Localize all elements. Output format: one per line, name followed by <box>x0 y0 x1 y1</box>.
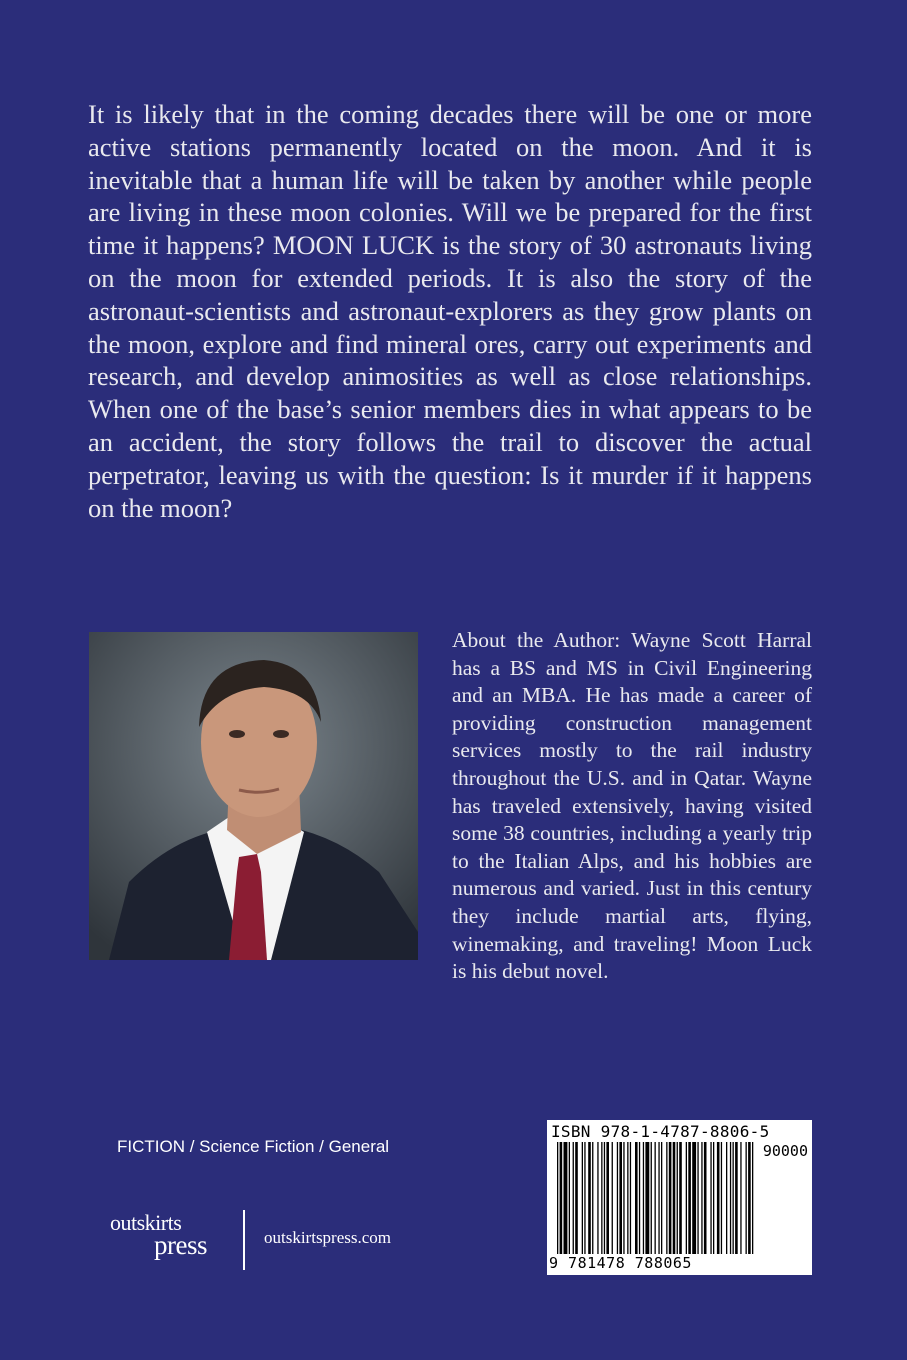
barcode-bar <box>617 1142 618 1254</box>
barcode-bar <box>588 1142 591 1254</box>
barcode-bar <box>623 1142 624 1254</box>
barcode-bar <box>639 1142 640 1254</box>
barcode-bar <box>697 1142 698 1254</box>
barcode-bar <box>735 1142 738 1254</box>
barcode-bar <box>557 1142 558 1254</box>
barcode-bar <box>560 1142 563 1254</box>
barcode-bar <box>612 1142 613 1254</box>
author-photo <box>89 632 418 960</box>
barcode-bar <box>569 1142 570 1254</box>
barcode-bar <box>592 1142 593 1254</box>
price-code: 90000 <box>762 1142 808 1160</box>
publisher-logo-top: outskirts <box>110 1210 182 1235</box>
barcode-bar <box>584 1142 585 1254</box>
barcode-bar <box>606 1142 609 1254</box>
barcode-bar <box>645 1142 649 1254</box>
barcode-bar <box>740 1142 741 1254</box>
barcode-bar <box>748 1142 751 1254</box>
barcode-bar <box>666 1142 667 1254</box>
barcode-bar <box>564 1142 568 1254</box>
publisher-website[interactable]: outskirtspress.com <box>264 1228 392 1247</box>
barcode-bar <box>673 1142 676 1254</box>
barcode-bar <box>726 1142 727 1254</box>
logo-divider <box>243 1210 245 1270</box>
barcode-bar <box>630 1142 631 1254</box>
barcode-bar <box>669 1142 672 1254</box>
barcode-bar <box>733 1142 734 1254</box>
barcode-bar <box>688 1142 691 1254</box>
barcode-bar <box>582 1142 583 1254</box>
barcode-bar <box>661 1142 662 1254</box>
barcode-bar <box>635 1142 638 1254</box>
barcode-bar <box>651 1142 652 1254</box>
barcode-bar <box>710 1142 711 1254</box>
barcode-bar <box>717 1142 720 1254</box>
barcode-bar <box>713 1142 714 1254</box>
about-the-author: About the Author: Wayne Scott Harral has a BS and MS in Civil Engineering and an MBA. He has made a career of providing construction management services mostly to the rail industry throughout the U.S. and in Qatar. Wayne has traveled extensively, having visited some 38 countries, including a yearly trip to the Italian Alps, and his hobbies are numerous and varied. Just in this century they include martial arts, flying, winemaking, and traveling! Moon Luck is his debut novel. <box>452 628 812 984</box>
barcode-bar <box>746 1142 747 1254</box>
barcode-bar <box>686 1142 687 1254</box>
barcode-bars <box>557 1142 757 1254</box>
barcode-bar <box>627 1142 628 1254</box>
barcode-bar <box>721 1142 722 1254</box>
barcode-bar <box>655 1142 656 1254</box>
barcode-bar <box>604 1142 605 1254</box>
barcode-bar <box>573 1142 574 1254</box>
barcode-bar <box>601 1142 602 1254</box>
isbn-label: ISBN 978-1-4787-8806-5 <box>551 1122 770 1141</box>
barcode-bar <box>619 1142 622 1254</box>
barcode-bar <box>658 1142 659 1254</box>
barcode-bar <box>597 1142 598 1254</box>
barcode-bar <box>643 1142 644 1254</box>
publisher-logo <box>110 1210 207 1260</box>
barcode-bar <box>701 1142 702 1254</box>
barcode-bar <box>704 1142 707 1254</box>
barcode-bar <box>730 1142 731 1254</box>
ean-digits: 9 781478 788065 <box>549 1254 692 1272</box>
barcode-bar <box>677 1142 678 1254</box>
barcode-bar <box>752 1142 753 1254</box>
barcode-bar <box>575 1142 578 1254</box>
bisac-category: FICTION / Science Fiction / General <box>117 1137 390 1156</box>
back-cover-blurb: It is likely that in the coming decades there will be one or more active stations permanently located on the moon. And it is inevitable that a human life will be taken by another while people are living in these moon colonies. Will we be prepared for the first time it happens? MOON LUCK is the story of 30 astronauts living on the moon for extended periods. It is also the story of the astronaut-scientists and astronaut-explorers as they grow plants on the moon, explore and find mineral ores, carry out experiments and research, and develop animosities as well as close relationships. When one of the base’s senior members dies in what appears to be an accident, the story follows the trail to discover the actual perpetrator, leaving us with the question: Is it murder if it happens on the moon? <box>88 99 812 523</box>
barcode-bar <box>692 1142 696 1254</box>
publisher-logo-bottom: press <box>154 1230 207 1260</box>
barcode-bar <box>679 1142 682 1254</box>
isbn-barcode <box>547 1120 812 1275</box>
